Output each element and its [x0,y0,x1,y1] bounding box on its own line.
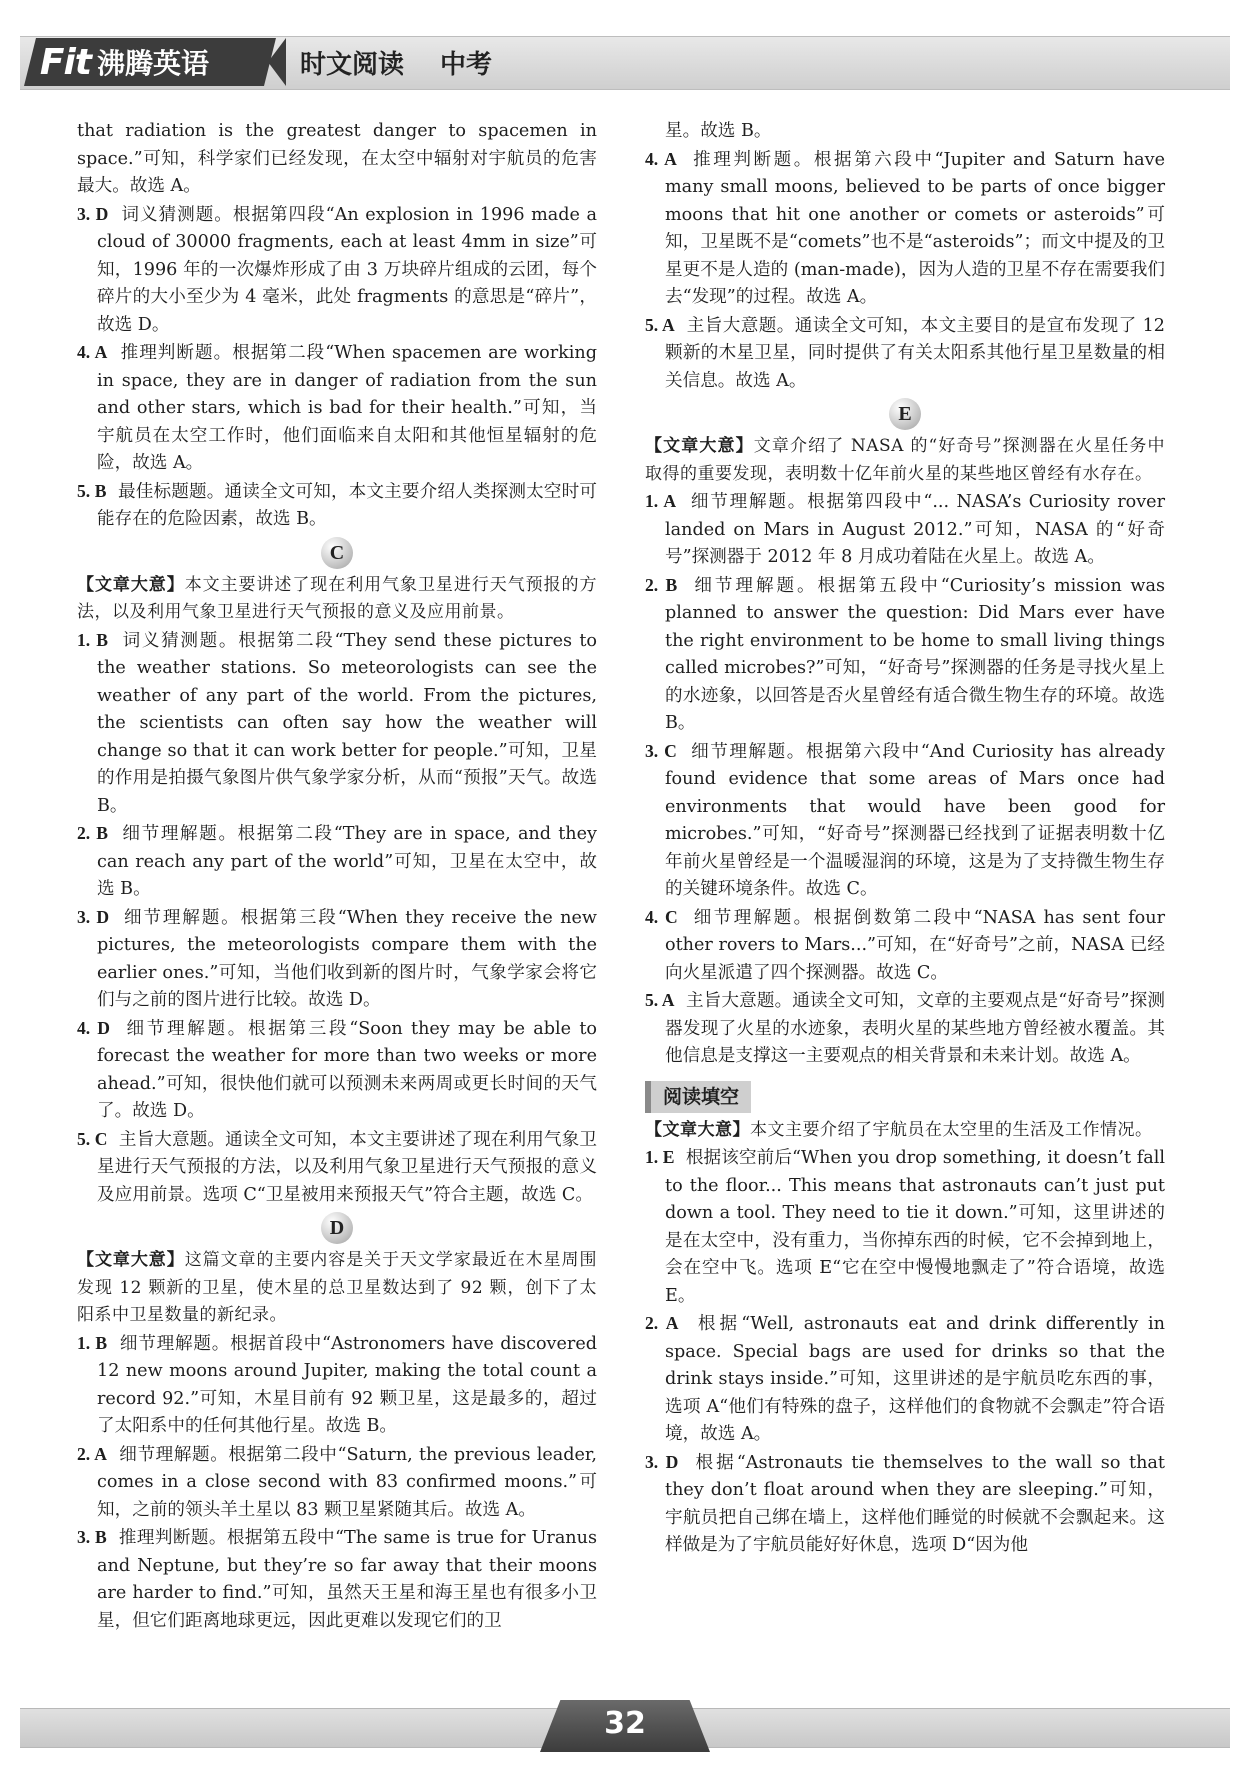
right-column [645,118,1165,1560]
section-letter-e: E [889,398,921,430]
article-gist: 【文章大意】这篇文章的主要内容是关于天文学家最近在木星周围发现 12 颗新的卫星，使木星的总卫星数达到了 92 颗，创下了太阳系中卫星数量的新纪录。 [77,1250,598,1325]
answer-item: 1. E 根据该空前后“When you drop something, it doesn’t fall to the floor... This means that astronauts can’t just put down a tool. They need to tie it down.”可知，这里讲述的是在太空中，没有重力，当你掉东西的时候，它不会掉到地上，会在空中飞。选项 E“它在空中慢慢地飘走了”符合语境，故选 E。 [645,1147,1165,1306]
answer-item: 2. B 细节理解题。根据第五段中“Curiosity’s mission was planned to answer the question: Did Mars ever have the right environment to be home to small living things called microbes?”可知，“好奇号”探测器的任务是寻找火星上的水迹象，以回答是否火星曾经有适合微生物生存的环境。故选 B。 [645,574,1165,733]
answer-item: 3. D 词义猜测题。根据第四段“An explosion in 1996 made a cloud of 30000 fragments, each at least 4mm in size”可知，1996 年的一次爆炸形成了由 3 万块碎片组成的云团，每个碎片的大小至少为 4 毫米，此处 fragments 的意思是“碎片”，故选 D。 [77,203,597,335]
section-title: 时文阅读 [300,50,405,80]
answer-item: 3. D 细节理解题。根据第三段“When they receive the new pictures, the meteorologists compare them with the earlier ones.”可知，当他们收到新的图片时，气象学家会将它们与之前的图片进行比较。故选 D。 [77,906,597,1010]
page-number: 32 [604,1706,646,1741]
answer-item: 1. B 细节理解题。根据首段中“Astronomers have discovered 12 new moons around Jupiter, making the total count a record 92.”可知，木星目前有 92 颗卫星，这是最多的，超过了太阳系中的任何其他行星。故选 B。 [77,1332,597,1436]
answer-item: 4. A 推理判断题。根据第二段“When spacemen are working in space, they are in danger of radiation from the sun and other stars, which is bad for their health.”可知，当宇航员在太空工作时，他们面临来自太阳和其他恒星辐射的危险，故选 A。 [77,342,597,473]
section-letter-c: C [321,537,353,569]
logo-arrow-icon [268,38,286,86]
answer-item: 4. C 细节理解题。根据倒数第二段中“NASA has sent four other rovers to Mars...”可知，在“好奇号”之前，NASA 已经向火星派遣了四个探测器。故选 C。 [645,906,1165,983]
answer-item: 1. A 细节理解题。根据第四段中“... NASA’s Curiosity rover landed on Mars in August 2012.”可知，NASA 的“好奇号”探测器于 2012 年 8 月成功着陆在火星上。故选 A。 [645,491,1165,567]
article-gist: 【文章大意】本文主要介绍了宇航员在太空里的生活及工作情况。 [645,1119,1153,1140]
section-letter-d: D [321,1212,353,1244]
answer-item: 2. B 细节理解题。根据第二段“They are in space, and they can reach any part of the world”可知，卫星在太空中，故选 B。 [77,823,597,899]
answer-item: 4. D 细节理解题。根据第三段“Soon they may be able to forecast the weather for more than two weeks or more ahead.”可知，很快他们就可以预测未来两周或更长时间的天气了。故选 D。 [77,1017,597,1121]
answer-item: 3. D 根据“Astronauts tie themselves to the wall so that they don’t float around when they are sleeping.”可知，宇航员把自己绑在墙上，这样他们睡觉的时候就不会飘起来。这样做是为了宇航员能好好休息，选项 D“因为他 [645,1451,1165,1555]
cloze-heading: 阅读填空 [645,1081,751,1113]
answer-item: 5. A 主旨大意题。通读全文可知，文章的主要观点是“好奇号”探测器发现了火星的水迹象，表明火星的某些地方曾经被水覆盖。其他信息是支撑这一主要观点的相关背景和未来计划。故选 A。 [645,990,1165,1066]
answer-item: 5. C 主旨大意题。通读全文可知，本文主要讲述了现在利用气象卫星进行天气预报的方法，以及利用气象卫星进行天气预报的意义及应用前景。选项 C“卫星被用来预报天气”符合主题，故选 C。 [77,1128,597,1205]
answer-item: 5. B 最佳标题题。通读全文可知，本文主要介绍人类探测太空时可能存在的危险因素，故选 B。 [77,480,597,529]
answer-item: 1. B 词义猜测题。根据第二段“They send these pictures to the weather stations. So meteorologists can see the weather of any part of the world. From the pictures, the scientists can often say how the weather will change so that it can work better for people.”可知，卫星的作用是拍摄气象图片供气象学家分析，从而“预报”天气。故选 B。 [77,629,597,816]
paragraph-continued: 星。故选 B。 [665,121,772,141]
grade-label: 中考 [440,50,493,80]
article-gist: 【文章大意】本文主要讲述了现在利用气象卫星进行天气预报的方法，以及利用气象卫星进行天气预报的意义及应用前景。 [77,574,598,622]
paragraph-continued: that radiation is the greatest danger to spacemen in space.”可知，科学家们已经发现，在太空中辐射对宇航员的危害最大。故选 A。 [77,121,597,196]
answer-item: 3. B 推理判断题。根据第五段中“The same is true for Uranus and Neptune, but they’re so far away that their moons are harder to find.”可知，虽然天王星和海王星也有很多小卫星，但它们距离地球更远，因此更难以发现它们的卫 [77,1527,597,1631]
answer-item: 5. A 主旨大意题。通读全文可知，本文主要目的是宣布发现了 12 颗新的木星卫星，同时提供了有关太阳系其他行星卫星数量的相关信息。故选 A。 [645,314,1165,391]
answer-item: 3. C 细节理解题。根据第六段中“And Curiosity has already found evidence that some areas of Mars once had environments that would have been good for microbes.”可知，“好奇号”探测器已经找到了证据表明数十亿年前火星曾经是一个温暖湿润的环境，这是为了支持微生物生存的关键环境条件。故选 C。 [645,740,1166,899]
article-gist: 【文章大意】文章介绍了 NASA 的“好奇号”探测器在火星任务中取得的重要发现，表明数十亿年前火星的某些地区曾经有水存在。 [645,436,1165,484]
answer-item: 2. A 细节理解题。根据第二段中“Saturn, the previous leader, comes in a close second with 83 confirmed moons.”可知，之前的领头羊土星以 83 颗卫星紧随其后。故选 A。 [77,1443,597,1520]
logo-fit-text: Fit [40,41,92,83]
answer-item: 2. A 根据“Well, astronauts eat and drink differently in space. Special bags are used for drinks so that the drink stays inside.”可知，这里讲述的是宇航员吃东西的事，选项 A“他们有特殊的盘子，这样他们的食物就不会飘走”符合语境，故选 A。 [645,1313,1165,1444]
left-column [77,118,597,1635]
logo-cn-text: 沸腾英语 [97,47,210,80]
answer-item: 4. A 推理判断题。根据第六段中“Jupiter and Saturn have many small moons, believed to be parts of once bigger moons that hit one another or comets or asteroids”可知，卫星既不是“comets”也不是“asteroids”；而文中提及的卫星更不是人造的 (man-made)，因为人造的卫星不存在需要我们去“发现”的过程。故选 A。 [645,148,1165,307]
brand-logo [24,38,276,86]
